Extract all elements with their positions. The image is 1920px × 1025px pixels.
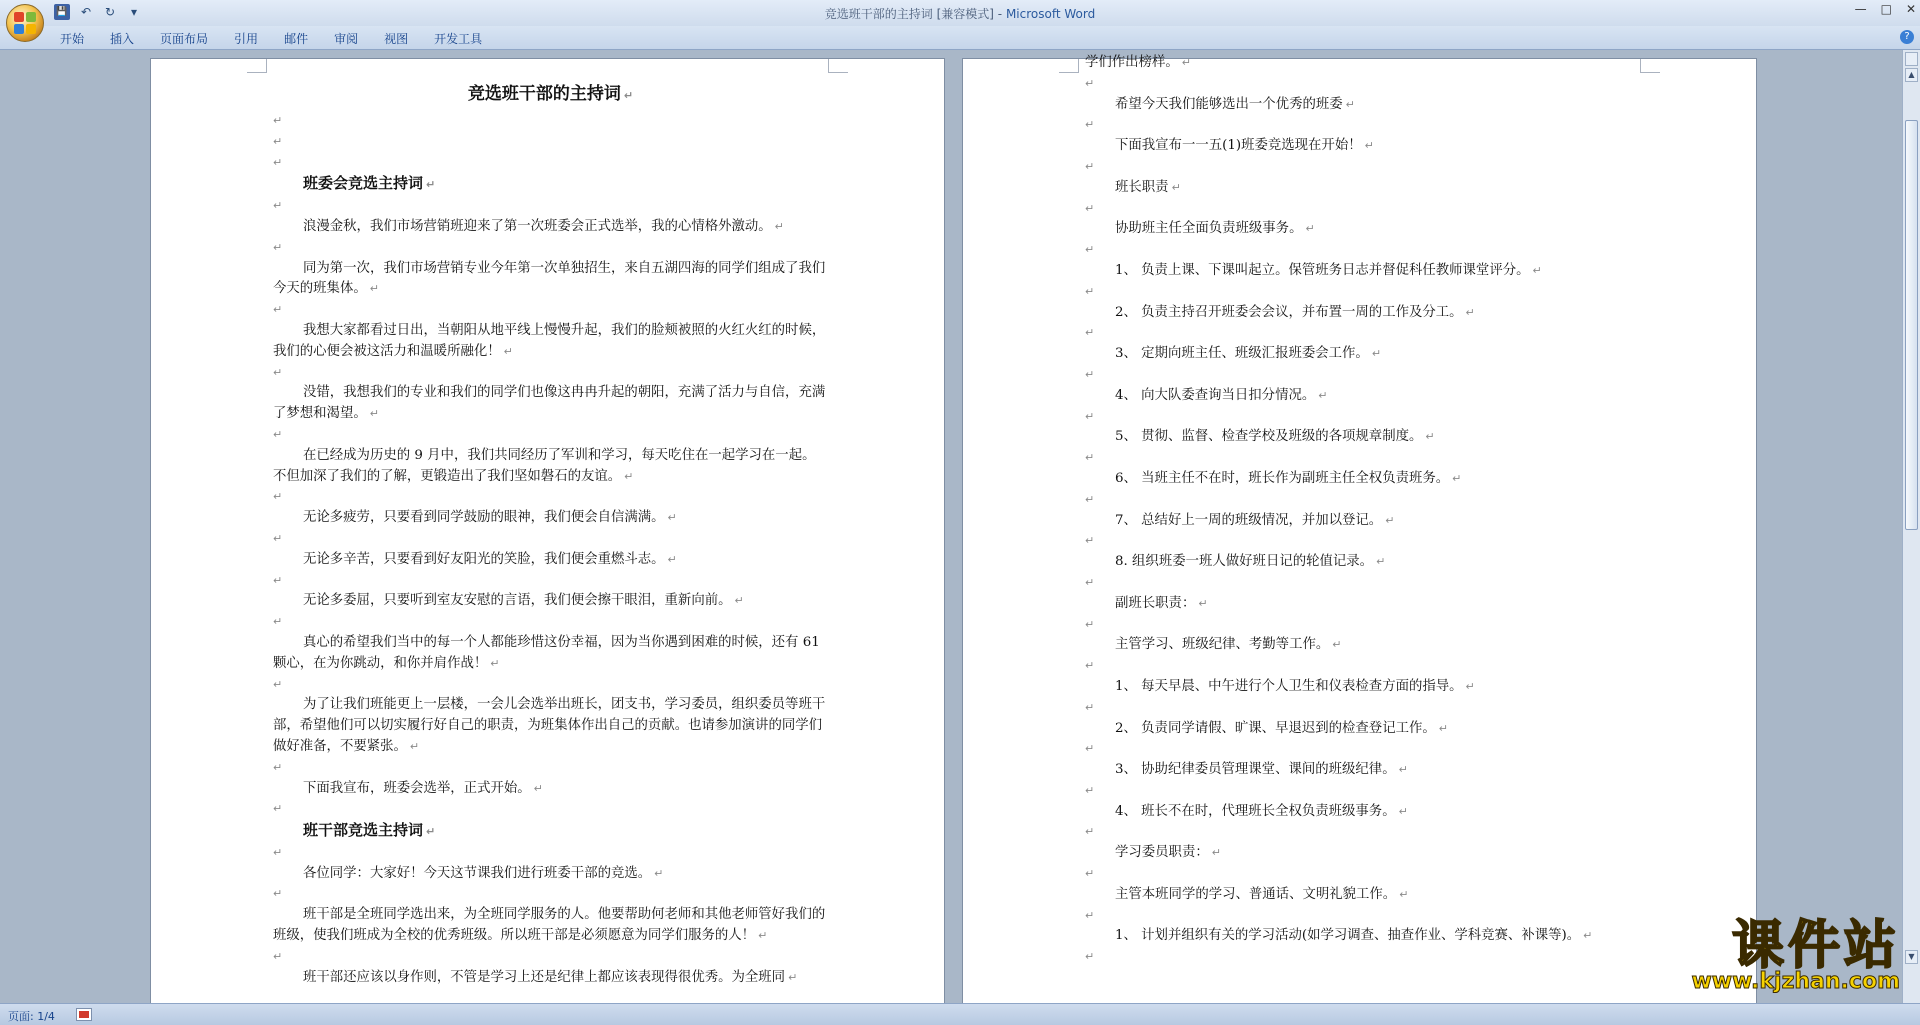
paragraph — [1085, 635, 1640, 656]
paragraph — [1085, 677, 1640, 698]
paragraph-text: 协助班主任全面负责班级事务。 — [1115, 221, 1303, 237]
window-controls — [1855, 2, 1916, 16]
paragraph — [1085, 719, 1640, 740]
paragraph-text: 为了让我们班能更上一层楼，一会儿会选举出班长，团支书，学习委员，组织委员等班干部，希望他们可以切实履行好自己的职责，为班集体作出自己的贡献。也请参加演讲的同学们做好准备，不要紧张。 — [273, 697, 826, 754]
empty-paragraph: ↵ — [1085, 367, 1095, 381]
paragraph-text: 3、 定期向班主任、班级汇报班委会工作。 — [1115, 346, 1369, 362]
paragraph-mark: ↵ — [654, 866, 664, 880]
paragraph-mark: ↵ — [1171, 180, 1181, 194]
paragraph — [273, 695, 828, 757]
empty-paragraph: ↵ — [1085, 284, 1095, 298]
empty-paragraph: ↵ — [1085, 409, 1095, 423]
ribbon-tabs — [60, 30, 482, 47]
paragraph-mark: ↵ — [426, 178, 436, 192]
paragraph — [273, 217, 828, 238]
help-icon[interactable]: ? — [1900, 30, 1914, 44]
title-bar — [0, 0, 1920, 26]
tab-0[interactable]: 开始 — [60, 32, 85, 46]
tab-1[interactable]: 插入 — [110, 32, 135, 46]
empty-paragraph: ↵ — [1085, 534, 1095, 548]
empty-paragraph: ↵ — [1085, 326, 1095, 340]
empty-paragraph: ↵ — [1085, 867, 1095, 881]
paragraph-mark: ↵ — [369, 282, 379, 296]
empty-paragraph: ↵ — [273, 802, 283, 816]
paragraph-mark: ↵ — [409, 739, 420, 753]
paragraph-mark: ↵ — [667, 552, 677, 566]
paragraph — [273, 591, 828, 612]
paragraph-mark: ↵ — [1345, 97, 1355, 111]
document-area — [0, 50, 1902, 1003]
paragraph — [1085, 594, 1640, 615]
paragraph-mark: ↵ — [1452, 471, 1462, 485]
save-icon[interactable]: 💾 — [54, 4, 70, 20]
paragraph-text: 班干部还应该以身作则，不管是学习上还是纪律上都应该表现得很优秀。为全班同 — [303, 969, 786, 985]
paragraph — [1085, 95, 1640, 116]
paragraph-text: 同为第一次，我们市场营销专业今年第一次单独招生，来自五湖四海的同学们组成了我们今天的班集体。 — [273, 260, 826, 297]
tab-5[interactable]: 审阅 — [334, 32, 359, 46]
paragraph-text: 8. 组织班委一班人做好班日记的轮值记录。 — [1115, 554, 1374, 570]
empty-paragraph: ↵ — [273, 427, 283, 441]
paragraph-mark: ↵ — [1425, 430, 1435, 444]
paragraph — [1085, 136, 1640, 157]
paragraph — [1085, 885, 1640, 906]
ribbon — [0, 26, 1920, 50]
paragraph-mark: ↵ — [788, 970, 798, 984]
paragraph-text: 1、 负责上课、下课叫起立。保管班务日志并督促科任教师课堂评分。 — [1115, 262, 1530, 278]
crop-mark — [247, 59, 267, 73]
ruler-toggle-icon[interactable] — [1905, 52, 1918, 66]
empty-paragraph: ↵ — [273, 887, 283, 901]
tab-6[interactable]: 视图 — [384, 32, 409, 46]
paragraph-text: 真心的希望我们当中的每一个人都能珍惜这份幸福，因为当你遇到困难的时候，还有 61 颗心，在为你跳动，和你并肩作战！ — [273, 634, 820, 671]
paragraph-text: 下面我宣布一一五(1)班委竞选现在开始！ — [1115, 138, 1362, 154]
paragraph — [1085, 926, 1640, 947]
empty-paragraph: ↵ — [273, 114, 283, 127]
paragraph — [273, 446, 828, 488]
paragraph — [1085, 303, 1640, 324]
empty-paragraph: ↵ — [273, 531, 283, 545]
paragraph-mark: ↵ — [1181, 56, 1191, 69]
tab-2[interactable]: 页面布局 — [160, 32, 209, 46]
page-content[interactable] — [273, 77, 828, 988]
title-separator: - — [993, 7, 1006, 21]
empty-paragraph: ↵ — [1085, 700, 1095, 714]
empty-paragraph: ↵ — [273, 677, 283, 691]
scroll-down-button[interactable]: ▼ — [1905, 950, 1918, 964]
paragraph — [273, 633, 828, 675]
empty-paragraph: ↵ — [273, 240, 283, 254]
paragraph-text: 副班长职责： — [1115, 595, 1196, 611]
paragraph-text: 7、 总结好上一周的班级情况，并加以登记。 — [1115, 512, 1383, 528]
paragraph-text: 4、 向大队委查询当日扣分情况。 — [1115, 387, 1316, 403]
paragraph-mark: ↵ — [1465, 305, 1475, 319]
paragraph-mark: ↵ — [1198, 596, 1208, 610]
empty-paragraph: ↵ — [1085, 742, 1095, 756]
crop-mark — [1640, 59, 1660, 73]
paragraph-mark: ↵ — [426, 825, 436, 839]
paragraph — [1085, 427, 1640, 448]
crop-mark — [828, 59, 848, 73]
paragraph-text: 5、 贯彻、监督、检查学校及班级的各项规章制度。 — [1115, 429, 1423, 445]
proofing-icon[interactable] — [76, 1008, 92, 1021]
empty-paragraph: ↵ — [273, 134, 283, 148]
paragraph — [1085, 760, 1640, 781]
paragraph-mark: ↵ — [503, 344, 513, 358]
paragraph-text: 4、 班长不在时，代理班长全权负责班级事务。 — [1115, 803, 1396, 819]
empty-paragraph: ↵ — [1085, 492, 1095, 506]
tab-4[interactable]: 邮件 — [284, 32, 309, 46]
section-heading — [273, 820, 828, 843]
paragraph — [273, 864, 828, 885]
paragraph-mark: ↵ — [1385, 513, 1395, 527]
empty-paragraph: ↵ — [1085, 118, 1095, 132]
paragraph — [1085, 219, 1640, 240]
paragraph — [273, 968, 828, 989]
maximize-icon[interactable]: □ — [1880, 2, 1892, 16]
empty-paragraph: ↵ — [273, 615, 283, 629]
paragraph-mark: ↵ — [1399, 887, 1409, 901]
paragraph-mark: ↵ — [1438, 721, 1448, 735]
empty-paragraph: ↵ — [273, 573, 283, 587]
paragraph-mark: ↵ — [1371, 347, 1382, 361]
empty-paragraph: ↵ — [1085, 659, 1095, 673]
tab-7[interactable]: 开发工具 — [434, 32, 483, 46]
paragraph-text: 我想大家都看过日出，当朝阳从地平线上慢慢升起，我们的脸颊被照的火红火红的时候，我们的心便会被这活力和温暖所融化！ — [273, 322, 826, 359]
paragraph — [273, 383, 828, 425]
paragraph-text: 无论多疲劳，只要看到同学鼓励的眼神，我们便会自信满满。 — [303, 510, 665, 526]
minimize-icon[interactable]: — — [1854, 2, 1867, 16]
paragraph-text: 1、 计划并组织有关的学习活动(如学习调查、抽查作业、学科竞赛、补课等)。 — [1115, 928, 1581, 944]
paragraph-text: 在已经成为历史的 9 月中，我们共同经历了军训和学习，每天吃住在一起学习在一起。不但加深了我们的了解，更锻造出了我们坚如磐石的友谊。 — [273, 447, 816, 484]
empty-paragraph: ↵ — [273, 949, 283, 963]
empty-paragraph: ↵ — [1085, 243, 1095, 257]
paragraph-text: 无论多辛苦，只要看到好友阳光的笑脸，我们便会重燃斗志。 — [303, 551, 665, 567]
paragraph — [1085, 469, 1640, 490]
scroll-up-button[interactable]: ▲ — [1905, 68, 1918, 82]
empty-paragraph: ↵ — [1085, 908, 1095, 922]
paragraph — [1085, 511, 1640, 532]
empty-paragraph: ↵ — [273, 365, 283, 379]
paragraph-text: 1、 每天早晨、中午进行个人卫生和仪表检查方面的指导。 — [1115, 678, 1463, 694]
empty-paragraph: ↵ — [1085, 451, 1095, 465]
paragraph-text: 没错，我想我们的专业和我们的同学们也像这冉冉升起的朝阳，充满了活力与自信，充满了梦想和渴望。 — [273, 385, 826, 422]
undo-icon[interactable]: ↶ — [80, 5, 92, 19]
customize-qat-icon[interactable]: ▾ — [130, 5, 138, 19]
watermark-url: www.kjzhan.com — [1691, 969, 1900, 994]
paragraph-mark: ↵ — [1364, 139, 1374, 153]
paragraph-mark: ↵ — [758, 929, 768, 943]
paragraph — [273, 259, 828, 301]
empty-paragraph: ↵ — [1085, 617, 1095, 631]
paragraph-text: 下面我宣布，班委会选举，正式开始。 — [303, 780, 531, 796]
empty-paragraph: ↵ — [273, 760, 283, 774]
redo-icon[interactable]: ↻ — [104, 5, 116, 19]
crop-mark — [1059, 59, 1079, 73]
paragraph-mark: ↵ — [1211, 846, 1221, 860]
tab-3[interactable]: 引用 — [234, 32, 259, 46]
paragraph — [1085, 386, 1640, 407]
paragraph-mark: ↵ — [1332, 638, 1342, 652]
watermark-text: 课件站 — [1731, 915, 1900, 976]
empty-paragraph: ↵ — [1085, 575, 1095, 589]
watermark-logo — [1691, 915, 1900, 994]
empty-paragraph: ↵ — [273, 303, 283, 317]
paragraph-text: 各位同学：大家好！今天这节课我们进行班委干部的竞选。 — [303, 865, 652, 881]
paragraph — [273, 508, 828, 529]
paragraph-text: 班干部是全班同学选出来，为全班同学服务的人。他要帮助何老师和其他老师管好我们的班级，使我们班成为全校的优秀班级。所以班干部是必须愿意为同学们服务的人！ — [273, 907, 826, 944]
section-heading — [273, 173, 828, 196]
empty-paragraph: ↵ — [1085, 950, 1095, 964]
paragraph — [1085, 344, 1640, 365]
paragraph-text: 班委会竞选主持词 — [303, 174, 424, 193]
paragraph-mark: ↵ — [624, 469, 634, 483]
empty-paragraph: ↵ — [1085, 159, 1095, 173]
empty-paragraph: ↵ — [273, 845, 283, 859]
empty-paragraph: ↵ — [1085, 76, 1095, 90]
paragraph-text: 班长职责 — [1115, 179, 1169, 195]
paragraph-mark: ↵ — [1318, 388, 1328, 402]
paragraph-mark: ↵ — [1398, 804, 1408, 818]
paragraph-mark: ↵ — [1465, 679, 1475, 693]
empty-paragraph: ↵ — [273, 155, 283, 169]
paragraph — [1085, 552, 1640, 573]
paragraph-text: 2、 负责同学请假、旷课、早退迟到的检查登记工作。 — [1115, 720, 1436, 736]
paragraph-text: 无论多委屈，只要听到室友安慰的言语，我们便会擦干眼泪，重新向前。 — [303, 593, 732, 609]
document-heading: 竞选班干部的主持词 ↵ — [467, 84, 634, 104]
paragraph-text: 6、 当班主任不在时，班长作为副班主任全权负责班务。 — [1115, 470, 1450, 486]
empty-paragraph: ↵ — [1085, 201, 1095, 215]
paragraph-text: 主管本班同学的学习、普通话、文明礼貌工作。 — [1115, 886, 1397, 902]
office-button[interactable] — [6, 4, 44, 42]
paragraph-text: 学们作出榜样。 — [1085, 55, 1179, 70]
paragraph-mark: ↵ — [734, 594, 744, 608]
paragraph — [1085, 53, 1640, 74]
paragraph-text: 浪漫金秋，我们市场营销班迎来了第一次班委会正式选举，我的心情格外激动。 — [303, 218, 772, 234]
paragraph-text: 主管学习、班级纪律、考勤等工作。 — [1115, 637, 1330, 653]
close-icon[interactable]: ✕ — [1905, 2, 1916, 16]
app-name: Microsoft Word — [1005, 7, 1096, 21]
paragraph-mark: ↵ — [1532, 263, 1542, 277]
paragraph — [1085, 802, 1640, 823]
paragraph-text: 2、 负责主持召开班委会会议，并布置一周的工作及分工。 — [1115, 304, 1463, 320]
paragraph-mark: ↵ — [774, 219, 784, 233]
status-bar — [0, 1003, 1920, 1025]
paragraph — [273, 321, 828, 363]
page-1[interactable] — [150, 58, 945, 1003]
page-indicator[interactable]: 页面: 1/4 — [8, 1010, 55, 1023]
paragraph-text: 学习委员职责： — [1115, 845, 1209, 861]
empty-paragraph: ↵ — [1085, 783, 1095, 797]
page-content[interactable] — [1085, 53, 1640, 968]
paragraph — [1085, 178, 1640, 199]
paragraph — [273, 550, 828, 571]
paragraph — [273, 905, 828, 947]
paragraph-mark: ↵ — [369, 407, 379, 421]
paragraph — [1085, 261, 1640, 282]
paragraph-mark: ↵ — [1376, 555, 1386, 569]
window-title — [0, 5, 1920, 22]
empty-paragraph: ↵ — [273, 199, 283, 213]
paragraph-mark: ↵ — [1583, 929, 1593, 943]
paragraph-mark: ↵ — [490, 656, 500, 670]
paragraph-mark: ↵ — [1305, 222, 1315, 236]
paragraph-text: 希望今天我们能够选出一个优秀的班委 — [1115, 96, 1343, 112]
page-2[interactable] — [962, 55, 1757, 1003]
empty-paragraph: ↵ — [273, 490, 283, 504]
paragraph-mark: ↵ — [667, 511, 677, 525]
paragraph-text: 3、 协助纪律委员管理课堂、课间的班级纪律。 — [1115, 762, 1396, 778]
document-title: 竞选班干部的主持词 [兼容模式] — [824, 7, 994, 21]
vertical-scrollbar[interactable] — [1902, 50, 1920, 1003]
office-logo-icon — [14, 12, 36, 34]
paragraph-text: 班干部竞选主持词 — [303, 821, 424, 840]
paragraph-mark: ↵ — [1398, 763, 1408, 777]
scroll-thumb[interactable] — [1905, 120, 1918, 530]
paragraph — [1085, 843, 1640, 864]
empty-paragraph: ↵ — [1085, 825, 1095, 839]
paragraph-mark: ↵ — [533, 781, 543, 795]
paragraph — [273, 779, 828, 800]
